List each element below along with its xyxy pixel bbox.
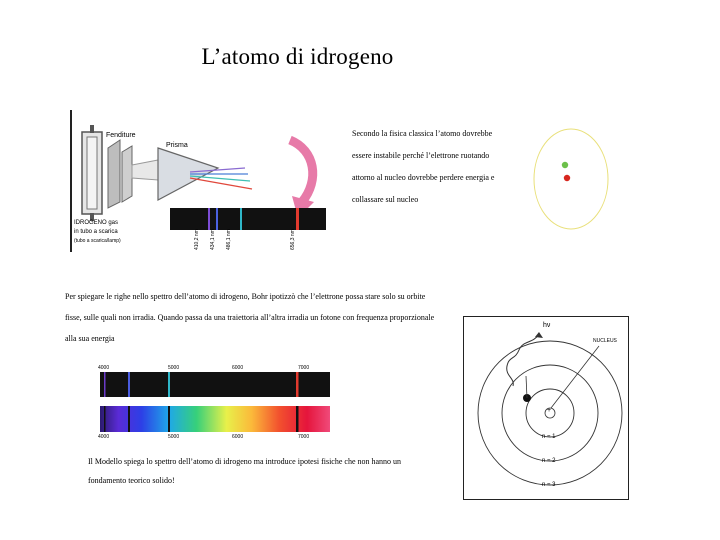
- orbit-label-n3: n = 3: [542, 482, 556, 488]
- gas-label-3: (tubo a scarica/lamp): [74, 238, 121, 244]
- electron-dot: [562, 162, 568, 168]
- scale-label-4000-bottom: 4000: [98, 434, 110, 440]
- line-label-410: 410,2 nm: [194, 229, 200, 250]
- bohr-model-diagram: [463, 316, 629, 500]
- slide-title: L’atomo di idrogeno: [201, 44, 394, 69]
- scale-label-7000-top: 7000: [298, 365, 310, 371]
- photon-label: hν: [543, 322, 551, 329]
- scale-label-5000-bottom: 5000: [168, 434, 180, 440]
- classical-atom-drawing: [530, 125, 612, 233]
- orbit-label-n1: n = 1: [542, 434, 556, 440]
- nucleus-label: NUCLEUS: [593, 338, 617, 344]
- spectrum-drawing: [92, 362, 342, 442]
- nucleus-sign: +: [547, 407, 552, 414]
- nucleus-dot: [564, 175, 570, 181]
- line-label-486: 486,1 nm: [226, 229, 232, 250]
- gas-label-2: in tubo a scarica: [74, 229, 118, 235]
- conclusion-text: Il Modello spiega lo spettro dell’atomo di idrogeno ma introduce ipotesi fisiche che non hanno un fondamento teorico solido!: [88, 457, 402, 485]
- orbit-label-n2: n = 2: [542, 458, 556, 464]
- scale-label-5000-top: 5000: [168, 365, 180, 371]
- classical-atom-diagram: [530, 125, 612, 233]
- scale-label-6000-bottom: 6000: [232, 434, 244, 440]
- bohr-hypothesis-text: Per spiegare le righe nello spettro dell’atomo di idrogeno, Bohr ipotizzò che l’elettrone possa stare solo su orbite fisse, sulle quali non irradia. Quando passa da una traiettoria all’altra irradia un fotone con frequenza proporzionale alla sua energia: [65, 292, 435, 343]
- lamp-label: Fenditure: [106, 132, 136, 139]
- spectroscope-illustration: [70, 110, 340, 252]
- scale-label-6000-top: 6000: [232, 365, 244, 371]
- line-label-656: 656,3 nm: [290, 229, 296, 250]
- scale-label-4000-top: 4000: [98, 365, 110, 371]
- line-label-434: 434,1 nm: [210, 229, 216, 250]
- gas-label-1: IDROGENO gas: [74, 220, 119, 226]
- prism-label: Prisma: [166, 142, 188, 149]
- scale-label-7000-bottom: 7000: [298, 434, 310, 440]
- spectrum-comparison: [92, 362, 342, 442]
- classical-physics-text: Secondo la fisica classica l’atomo dovrebbe essere instabile perché l’elettrone ruotando attorno al nucleo dovrebbe perdere energia e collassare sul nucleo: [352, 129, 495, 204]
